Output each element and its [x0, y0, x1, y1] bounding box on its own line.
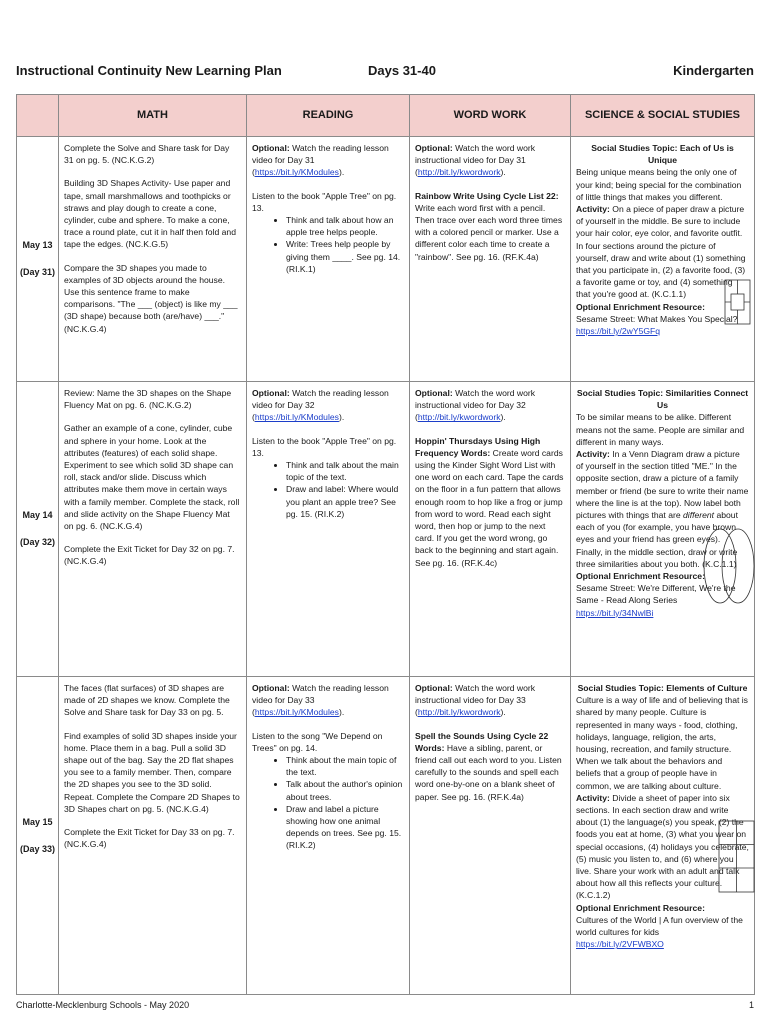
list-item: • Draw and label a picture showing how one animal depends on trees. See pg. 15. (RI.K.2) [286, 803, 404, 852]
enrichment-link[interactable]: https://bit.ly/2wY5GFq [576, 326, 661, 337]
table-row [17, 137, 755, 382]
optional-label: Optional: [415, 683, 453, 693]
activity-title: Rainbow Write Using Cycle List 22: [415, 190, 559, 201]
math-paragraph: Compare the 3D shapes you made to examples of 3D objects around the house. Use this sentence frame to make comparisons. "The ___ (object) is like my ___ (3D shape) because both (are/have) ___." (NC.K.G.4) [64, 262, 238, 334]
activity-label: Activity: [576, 204, 610, 215]
math-paragraph: Complete the Exit Ticket for Day 33 on pg. 7. (NC.K.G.4) [64, 827, 235, 850]
math-cell [59, 677, 247, 995]
math-paragraph: Complete the Exit Ticket for Day 32 on pg. 7. (NC.K.G.4) [64, 544, 235, 567]
enrichment-label: Optional Enrichment Resource: [576, 902, 705, 913]
list-item: • Draw and label: Where would you plant an apple tree? See pg. 15. (RI.K.2) [286, 483, 404, 520]
day-number: (Day 32) [19, 537, 55, 547]
optional-text: Watch the word work instructional video for Day 32 ( [415, 388, 536, 423]
math-paragraph: The faces (flat surfaces) of 3D shapes are made of 2D shapes we know. Complete the Solve and Share task for Day 33 on pg. 5. [64, 683, 230, 718]
word-work-cell [410, 382, 571, 677]
activity-text: Create word cards using the Kinder Sight Word List with one word on each card. Tape the cards on the floor in a fun pattern that allows enough room to hop like a frog or jump from word to word. Read each sight word, then hop or jump to the next card. If you get the word wrong, go back to the beginning and start again. See pg. 16. (RF.K.4c) [415, 447, 564, 568]
activity-label: Activity: [576, 449, 610, 460]
reading-bullets [266, 459, 404, 520]
math-cell [59, 382, 247, 677]
word-work-cell [410, 137, 571, 382]
activity-italic: different [683, 510, 715, 521]
activity-text: In a Venn Diagram draw a picture of yourself in the section titled "ME." In the opposite section, draw a picture of a family member or friend (be sure to write their name where the line is at the top). Now label both pictures with things that are [576, 449, 749, 521]
video-link[interactable]: https://bit.ly/KModules [254, 707, 339, 718]
page-footer [16, 1000, 754, 1010]
reading-intro: Listen to the book "Apple Tree" on pg. 13. [252, 190, 397, 213]
math-paragraph: Building 3D Shapes Activity- Use paper and tape, small marshmallows and toothpicks or straws and play dough to create a cone, cylinder, cube and sphere. To make a cone, trace a round plate, cut it in half then fold and tape the edges. (NC.K.G.5) [64, 178, 236, 250]
optional-end: ). [500, 412, 506, 423]
science-cell [571, 137, 755, 382]
topic-intro: Culture is a way of life and of believing that is shared by many people. Culture is represented in many ways - food, clothing, holidays, language, religion, the arts, housing, recreation, and family structure. When we talk about the behaviors and beliefs that a group of people have in common, we are talking about culture. [576, 695, 748, 791]
math-paragraph: Find examples of solid 3D shapes inside your home. Place them in a bag. Pull a solid 3D shape out of the bag. Say the 2D flat shapes you see to a family member. Then, compare the 2D shapes you see to the 3D solid. Repeat. Complete the Compare 2D Shapes to 3D Shapes chart on pg. 5. (NC.K.G.4) [64, 730, 240, 814]
column-header-math: MATH [59, 95, 247, 137]
activity-text: about each of you (for example, you have brown eyes and your friend has green eyes). Finally, in the middle section, draw or write three similarities about you both. (K.C.1.1) [576, 510, 738, 569]
reading-cell [247, 677, 410, 995]
column-header-science: SCIENCE & SOCIAL STUDIES [571, 95, 755, 137]
optional-text: Watch the reading lesson video for Day 33 ( [252, 683, 389, 718]
optional-end: ). [500, 707, 506, 718]
activity-text: Write each word first with a pencil. Then trace over each word three times with a colored pencil or marker. Use a different color each time to create a "rainbow". See pg. 16. (RF.K.4a) [415, 202, 563, 262]
list-item: • Think and talk about how an apple tree helps people. [286, 214, 404, 238]
list-item: • Think and talk about the main topic of the text. [286, 459, 404, 483]
column-header-word-work: WORD WORK [410, 95, 571, 137]
reading-intro: Listen to the book "Apple Tree" on pg. 13. [252, 435, 397, 458]
math-cell [59, 137, 247, 382]
reading-bullets [266, 754, 404, 852]
topic-title: Social Studies Topic: Similarities Connect Us [576, 388, 749, 411]
corner-cell [17, 95, 59, 137]
optional-end: ). [338, 707, 345, 718]
optional-text: Watch the word work instructional video for Day 31 ( [415, 143, 536, 178]
reading-cell [247, 382, 410, 677]
activity-label: Activity: [576, 792, 610, 803]
table-row [17, 677, 755, 995]
optional-label: Optional: [252, 388, 290, 398]
math-paragraph: Gather an example of a cone, cylinder, cube and sphere in your home. Look at the attributes (features) of each solid shape. Experiment to see which solid 3D shape can roll, stack and/or slide. Discuss which attributes make them move in certain ways with a family member. Complete the stack, roll and slide activity on the Shape Fluency Mat on pg. 6. (NC.K.G.4) [64, 423, 240, 532]
optional-end: ). [338, 412, 345, 423]
list-item: • Talk about the author's opinion about trees. [286, 778, 404, 802]
enrichment-text: Sesame Street: We're Different, We're the Same - Read Along Series [576, 583, 736, 606]
table-row [17, 382, 755, 677]
learning-plan-table [16, 94, 755, 995]
video-link[interactable]: http://bit.ly/kwordwork [417, 707, 501, 718]
activity-text: Divide a sheet of paper into six sections. In each section draw and write about (1) the language(s) you speak, (2) the foods you eat at home, (3) what you wear on special occasions, (4) holidays you celebrate, (5) music you listen to, and (6) where you live. Share your work with an adult and talk about how all this reflects your culture. (K.C.1.2) [576, 792, 749, 901]
days-range: Days 31-40 [368, 63, 436, 78]
optional-text: Watch the word work instructional video for Day 33 ( [415, 683, 536, 718]
math-paragraph: Review: Name the 3D shapes on the Shape Fluency Mat on pg. 6. (NC.K.G.2) [64, 388, 232, 411]
reading-bullets [266, 214, 404, 275]
reading-intro: Listen to the song "We Depend on Trees" on pg. 14. [252, 730, 383, 753]
venn-diagram-icon [702, 527, 756, 605]
topic-title: Social Studies Topic: Elements of Culture [577, 683, 748, 693]
day-cell [17, 137, 59, 382]
day-number: (Day 31) [19, 267, 55, 277]
topic-intro: To be similar means to be alike. Different means not the same. People are similar and different in many ways. [576, 412, 745, 447]
column-header-reading: READING [247, 95, 410, 137]
word-work-cell [410, 677, 571, 995]
day-number: (Day 33) [19, 843, 55, 854]
optional-text: Watch the reading lesson video for Day 31 ( [252, 143, 389, 178]
math-paragraph: Complete the Solve and Share task for Day 31 on pg. 5. (NC.K.G.2) [64, 143, 230, 166]
activity-title: Spell the Sounds Using Cycle 22 Words: [415, 730, 549, 753]
video-link[interactable]: https://bit.ly/KModules [254, 167, 339, 178]
optional-label: Optional: [252, 683, 290, 693]
video-link[interactable]: http://bit.ly/kwordwork [417, 167, 501, 178]
footer-source: Charlotte-Mecklenburg Schools - May 2020 [16, 1000, 190, 1010]
optional-end: ). [338, 167, 345, 178]
unique-me-diagram-icon [724, 279, 751, 325]
page-header [16, 63, 754, 83]
activity-text: On a piece of paper draw a picture of yourself in the middle. Be sure to include your hair color, eye color, and favorite outfit. In four sections around the picture of yourself, draw and write about (1) something that you participate in, (2) a favorite food, (3) a favorite game or toy, and (4) something that you're good at. (K.C.1.1) [576, 204, 746, 300]
video-link[interactable]: https://bit.ly/KModules [254, 412, 339, 423]
day-cell [17, 382, 59, 677]
enrichment-label: Optional Enrichment Resource: [576, 301, 705, 312]
optional-label: Optional: [415, 388, 453, 398]
video-link[interactable]: http://bit.ly/kwordwork [417, 412, 501, 423]
plan-title: Instructional Continuity New Learning Plan [16, 63, 282, 78]
list-item: • Think about the main topic of the text. [286, 754, 404, 778]
science-cell [571, 677, 755, 995]
optional-label: Optional: [415, 143, 453, 153]
six-section-grid-icon [718, 820, 755, 893]
day-cell [17, 677, 59, 995]
grade-level: Kindergarten [673, 63, 754, 78]
enrichment-text: Cultures of the World | A fun overview of the world cultures for kids [576, 914, 743, 938]
activity-text: Have a sibling, parent, or friend call out each word to you. Listen carefully to the sounds and spell each word one-by-one on a blank sheet of paper. See pg. 16. (RF.K.4a) [415, 742, 562, 802]
topic-intro: Being unique means being the only one of your kind; being special for the combination of little things that makes you different. [576, 167, 742, 202]
activity-title: Hoppin' Thursdays Using High Frequency Words: [415, 435, 541, 458]
reading-cell [247, 137, 410, 382]
science-cell [571, 382, 755, 677]
date-label: May 15 [22, 816, 53, 827]
topic-title: Social Studies Topic: Each of Us is Unique [591, 143, 734, 166]
page-number: 1 [748, 1000, 754, 1010]
optional-end: ). [500, 167, 506, 178]
date-label: May 14 [22, 510, 53, 521]
enrichment-text: Sesame Street: What Makes You Special? [576, 313, 738, 324]
date-label: May 13 [22, 240, 53, 251]
optional-label: Optional: [252, 143, 290, 153]
enrichment-link[interactable]: https://bit.ly/2VFWBXO [576, 939, 664, 950]
enrichment-link[interactable]: https://bit.ly/34NwlBi [576, 607, 654, 618]
enrichment-label: Optional Enrichment Resource: [576, 571, 705, 582]
optional-text: Watch the reading lesson video for Day 32 ( [252, 388, 389, 423]
column-header-row [17, 95, 755, 137]
list-item: • Write: Trees help people by giving them ____. See pg. 14. (RI.K.1) [286, 238, 404, 275]
